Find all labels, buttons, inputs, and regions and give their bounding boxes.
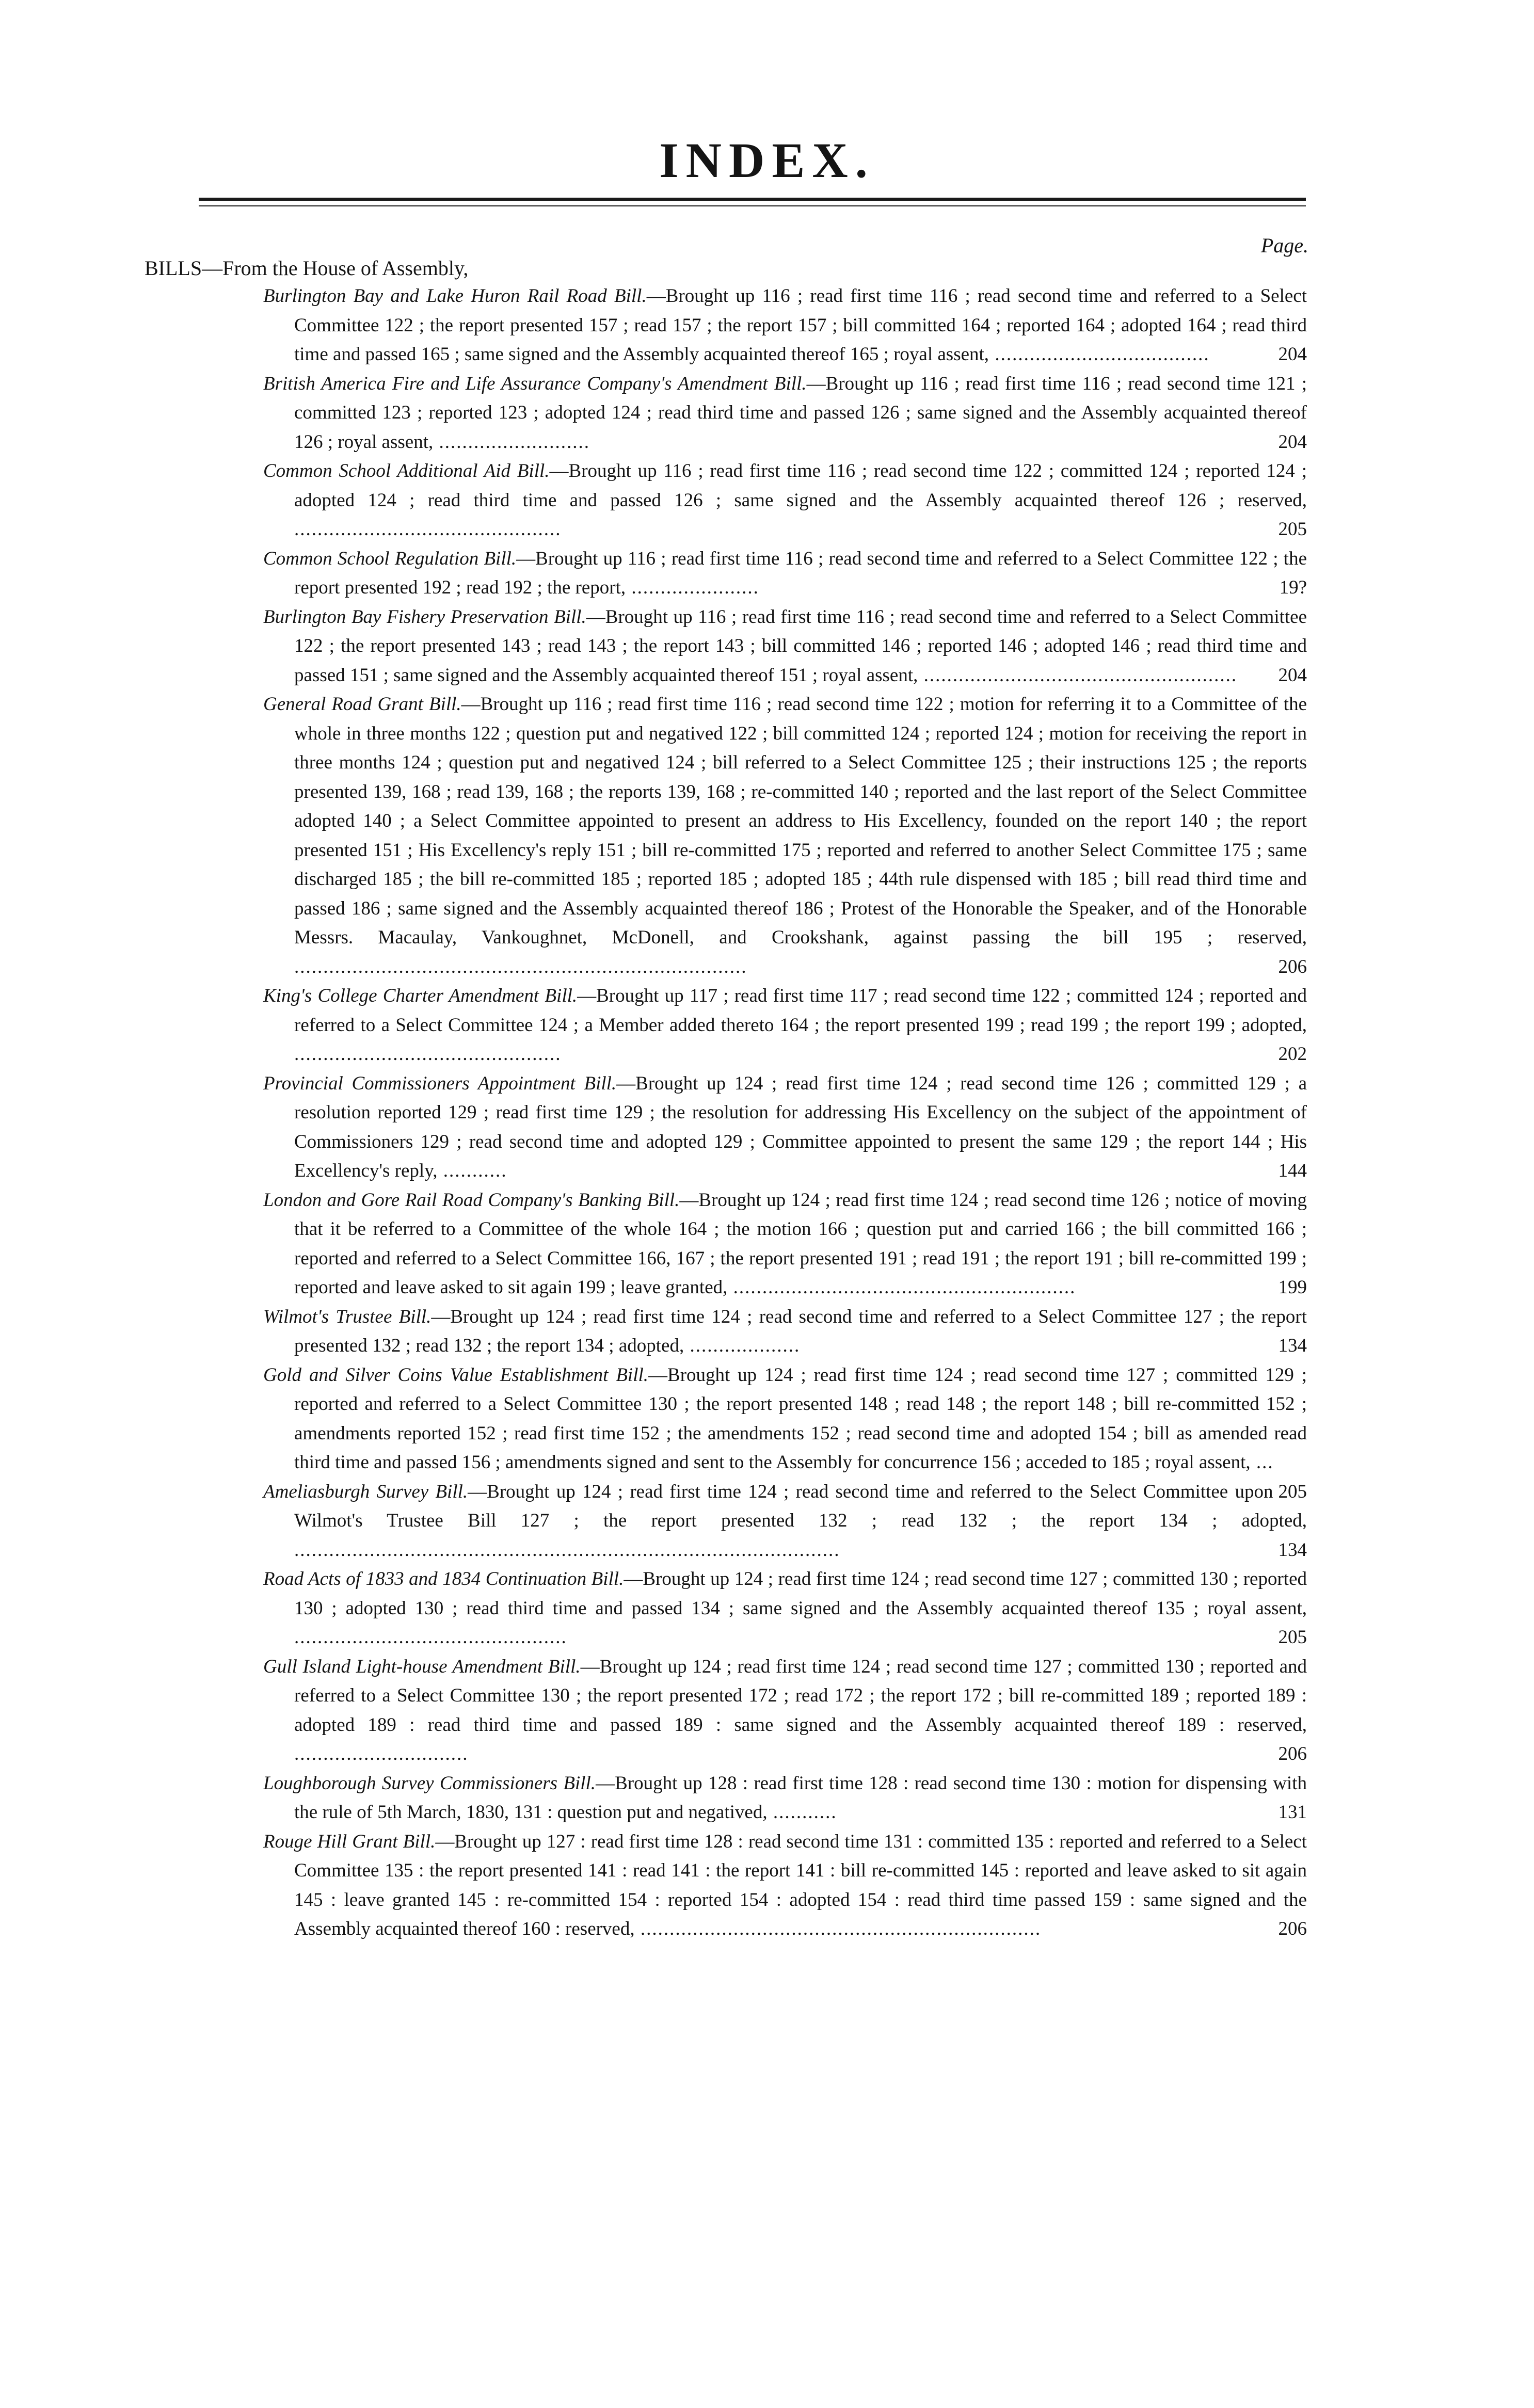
page-column-label: Page. <box>1260 234 1308 257</box>
index-entry <box>263 690 1307 982</box>
entry-proceedings-text: —Brought up 117 ; read first time 117 ; read second time 122 ; committed 124 ; reported and referred to a Select Committee 124 ; a Member added thereto 164 ; the report presented 199 ; read 199 ; the report 199 ; adopted, <box>294 985 1307 1036</box>
entry-proceedings-text: —Brought up 124 ; read first time 124 ; read second time 127 ; committed 130 ; reported 130 ; adopted 130 ; read third time and passed 134 ; same signed and the Assembly acquainted thereof 135 ; royal assent, <box>294 1568 1307 1619</box>
entry-page-number: 144 <box>1278 1160 1307 1181</box>
index-entry <box>263 1478 1307 1565</box>
index-entry <box>263 370 1307 457</box>
entry-page-number: 19? <box>1279 577 1307 598</box>
entry-proceedings-text: —Brought up 116 ; read first time 116 ; read second time and referred to a Select Committee 122 ; the report presented 143 ; read 143 ; the report 143 ; bill committed 146 ; reported 146 ; adopted 146 ; read third time and passed 151 ; same signed and the Assembly acquainted thereof 151 ; royal assent, <box>294 606 1307 686</box>
entry-leader-dots: ........... <box>437 1160 507 1181</box>
entry-leader-dots: .............................................. <box>294 1044 562 1065</box>
entry-proceedings-text: —Brought up 116 ; read first time 116 ; read second time and referred to a Select Committee 122 ; the report presented 192 ; read 192 ; the report, <box>294 548 1307 598</box>
entry-leader-dots: ..................................... <box>989 344 1210 365</box>
entry-bill-title: Ameliasburgh Survey Bill. <box>263 1481 468 1502</box>
index-entry <box>263 457 1307 544</box>
index-entry <box>263 282 1307 370</box>
entry-bill-title: General Road Grant Bill. <box>263 694 461 715</box>
index-entry <box>263 544 1307 603</box>
entry-page-number: 134 <box>1278 1335 1307 1356</box>
entry-bill-title: King's College Charter Amendment Bill. <box>263 985 578 1006</box>
page-title: INDEX. <box>659 133 875 188</box>
index-entry <box>263 982 1307 1069</box>
entry-leader-dots: .............................................................................. <box>294 956 747 977</box>
entry-leader-dots: ........... <box>767 1802 837 1823</box>
entry-bill-title: Gull Island Light-house Amendment Bill. <box>263 1656 581 1677</box>
entry-leader-dots: ................... <box>684 1335 801 1356</box>
entry-leader-dots: .............................................................................................. <box>294 1539 840 1561</box>
entry-bill-title: Burlington Bay and Lake Huron Rail Road Bill. <box>263 285 647 307</box>
entry-page-number: 205 <box>1278 1481 1307 1502</box>
entry-page-number: 206 <box>1278 1918 1307 1939</box>
entry-proceedings-text: —Brought up 116 ; read first time 116 ; read second time 122 ; motion for referring it to a Committee of the whole in three months 122 ; question put and negatived 122 ; bill committed 124 ; reported 124 ; motion for receiving the report in three months 124 ; question put and negatived 124 ; bill referred to a Select Committee 125 ; their instructions 125 ; the reports presented 139, 168 ; read 139, 168 ; the reports 139, 168 ; re-committed 140 ; reported and the last report of the Select Committee adopted 140 ; a Select Committee appointed to present an address to His Excellency, founded on the report 140 ; the report presented 151 ; His Excellency's reply 151 ; bill re-committed 175 ; reported and referred to another Select Committee 175 ; same discharged 185 ; the bill re-committed 185 ; reported 185 ; adopted 185 ; 44th rule dispensed with 185 ; bill read third time and passed 186 ; same signed and the Assembly acquainted thereof 186 ; Protest of the Honorable the Speaker, and of the Honorable Messrs. Macaulay, Vankoughnet, McDonell, and Crookshank, against passing the bill 195 ; reserved, <box>294 694 1307 948</box>
index-entry <box>263 1565 1307 1652</box>
entry-page-number: 204 <box>1278 431 1307 453</box>
entry-proceedings-text: —Brought up 116 ; read first time 116 ; read second time 122 ; committed 124 ; reported 124 ; adopted 124 ; read third time and passed 126 ; same signed and the Assembly acquainted thereof 126 ; reserved, <box>294 460 1307 511</box>
index-entry <box>263 1186 1307 1303</box>
entry-page-number: 134 <box>1278 1539 1307 1561</box>
entry-leader-dots: ... <box>1250 1452 1274 1473</box>
entry-bill-title: Provincial Commissioners Appointment Bill. <box>263 1072 617 1094</box>
entry-page-number: 199 <box>1278 1277 1307 1298</box>
entry-proceedings-text: —Brought up 128 : read first time 128 : read second time 130 : motion for dispensing with the rule of 5th March, 1830, 131 : question put and negatived, <box>294 1772 1307 1823</box>
entry-proceedings-text: —Brought up 116 ; read first time 116 ; read second time 121 ; committed 123 ; reported 123 ; adopted 124 ; read third time and passed 126 ; same signed and the Assembly acquainted thereof 126 ; royal assent, <box>294 373 1307 453</box>
entry-bill-title: London and Gore Rail Road Company's Banking Bill. <box>263 1189 680 1211</box>
entry-bill-title: Gold and Silver Coins Value Establishment Bill. <box>263 1364 649 1386</box>
entry-leader-dots: ...................... <box>626 577 759 598</box>
entry-bill-title: Wilmot's Trustee Bill. <box>263 1306 432 1327</box>
entry-proceedings-text: —Brought up 127 : read first time 128 : read second time 131 : committed 135 : reported and referred to a Select Committee 135 : the report presented 141 : read 141 : the report 141 : bill re-committed 145 : reported and leave asked to sit again 145 : leave granted 145 : re-committed 154 : reported 154 : adopted 154 : read third time passed 159 : same signed and the Assembly acquainted thereof 160 : reserved, <box>294 1831 1307 1939</box>
entry-bill-title: Common School Additional Aid Bill. <box>263 460 550 481</box>
entry-leader-dots: .............................. <box>294 1743 469 1764</box>
entry-proceedings-text: —Brought up 116 ; read first time 116 ; read second time and referred to a Select Committee 122 ; the report presented 157 ; read 157 ; the report 157 ; bill committed 164 ; reported 164 ; adopted 164 ; read third time and passed 165 ; same signed and the Assembly acquainted thereof 165 ; royal assent, <box>294 285 1307 365</box>
entry-proceedings-text: —Brought up 124 ; read first time 124 ; read second time 127 ; committed 129 ; reported and referred to a Select Committee 130 ; the report presented 148 ; read 148 ; the report 148 ; bill re-committed 152 ; amendments reported 152 ; read first time 152 ; the amendments 152 ; read second time and adopted 154 ; bill as amended read third time and passed 156 ; amendments signed and sent to the Assembly for concurrence 156 ; acceded to 185 ; royal assent, <box>294 1364 1307 1473</box>
entry-bill-title: Common School Regulation Bill. <box>263 548 517 569</box>
entry-leader-dots: ..................................................................... <box>634 1918 1042 1939</box>
entry-page-number: 202 <box>1278 1044 1307 1065</box>
title-rule-thin <box>199 205 1306 206</box>
entry-page-number: 204 <box>1278 664 1307 686</box>
entry-page-number: 205 <box>1278 519 1307 540</box>
index-entry <box>263 1069 1307 1186</box>
entry-leader-dots: .......................... <box>433 431 590 453</box>
index-entry <box>263 1769 1307 1827</box>
index-entries <box>263 282 1307 1944</box>
entry-proceedings-text: —Brought up 124 ; read first time 124 ; read second time and referred to a Select Committee 127 ; the report presented 132 ; read 132 ; the report 134 ; adopted, <box>294 1306 1307 1356</box>
title-rule-thick <box>199 198 1306 201</box>
entry-leader-dots: ...................................................... <box>918 664 1238 686</box>
index-entry <box>263 1827 1307 1944</box>
index-entry <box>263 603 1307 691</box>
entry-bill-title: Road Acts of 1833 and 1834 Continuation Bill. <box>263 1568 624 1590</box>
entry-proceedings-text: —Brought up 124 ; read first time 124 ; read second time 126 ; notice of moving that it be referred to a Committee of the whole 164 ; the motion 166 ; question put and carried 166 ; the bill committed 166 ; reported and referred to a Select Committee 166, 167 ; the report presented 191 ; read 191 ; the report 191 ; bill re-committed 199 ; reported and leave asked to sit again 199 ; leave granted, <box>294 1189 1307 1298</box>
entry-leader-dots: ............................................... <box>294 1627 567 1648</box>
entry-leader-dots: .............................................. <box>294 519 562 540</box>
entry-bill-title: Burlington Bay Fishery Preservation Bill. <box>263 606 586 628</box>
entry-proceedings-text: —Brought up 124 ; read first time 124 ; read second time 127 ; committed 130 ; reported and referred to a Select Committee 130 ; the report presented 172 ; read 172 ; the report 172 ; bill re-committed 189 ; reported 189 : adopted 189 : read third time and passed 189 : same signed and the Assembly acquainted thereof 189 : reserved, <box>294 1656 1307 1736</box>
entry-leader-dots: ........................................................... <box>727 1277 1076 1298</box>
entry-page-number: 204 <box>1278 344 1307 365</box>
entry-bill-title: British America Fire and Life Assurance Company's Amendment Bill. <box>263 373 807 394</box>
index-entry <box>263 1652 1307 1769</box>
entry-bill-title: Rouge Hill Grant Bill. <box>263 1831 436 1852</box>
entry-page-number: 131 <box>1278 1802 1307 1823</box>
section-label: BILLS—From the House of Assembly, <box>145 256 469 280</box>
entry-page-number: 206 <box>1278 1743 1307 1764</box>
index-entry <box>263 1303 1307 1361</box>
entry-page-number: 206 <box>1278 956 1307 977</box>
entry-bill-title: Loughborough Survey Commissioners Bill. <box>263 1772 596 1794</box>
entry-page-number: 205 <box>1278 1627 1307 1648</box>
entry-proceedings-text: —Brought up 124 ; read first time 124 ; read second time and referred to the Select Committee upon Wilmot's Trustee Bill 127 ; the report presented 132 ; read 132 ; the report 134 ; adopted, <box>294 1481 1307 1531</box>
entry-proceedings-text: —Brought up 124 ; read first time 124 ; read second time 126 ; committed 129 ; a resolution reported 129 ; read first time 129 ; the resolution for addressing His Excellency on the subject of the appointment of Commissioners 129 ; read second time and adopted 129 ; Committee appointed to present the same 129 ; the report 144 ; His Excellency's reply, <box>294 1072 1307 1181</box>
